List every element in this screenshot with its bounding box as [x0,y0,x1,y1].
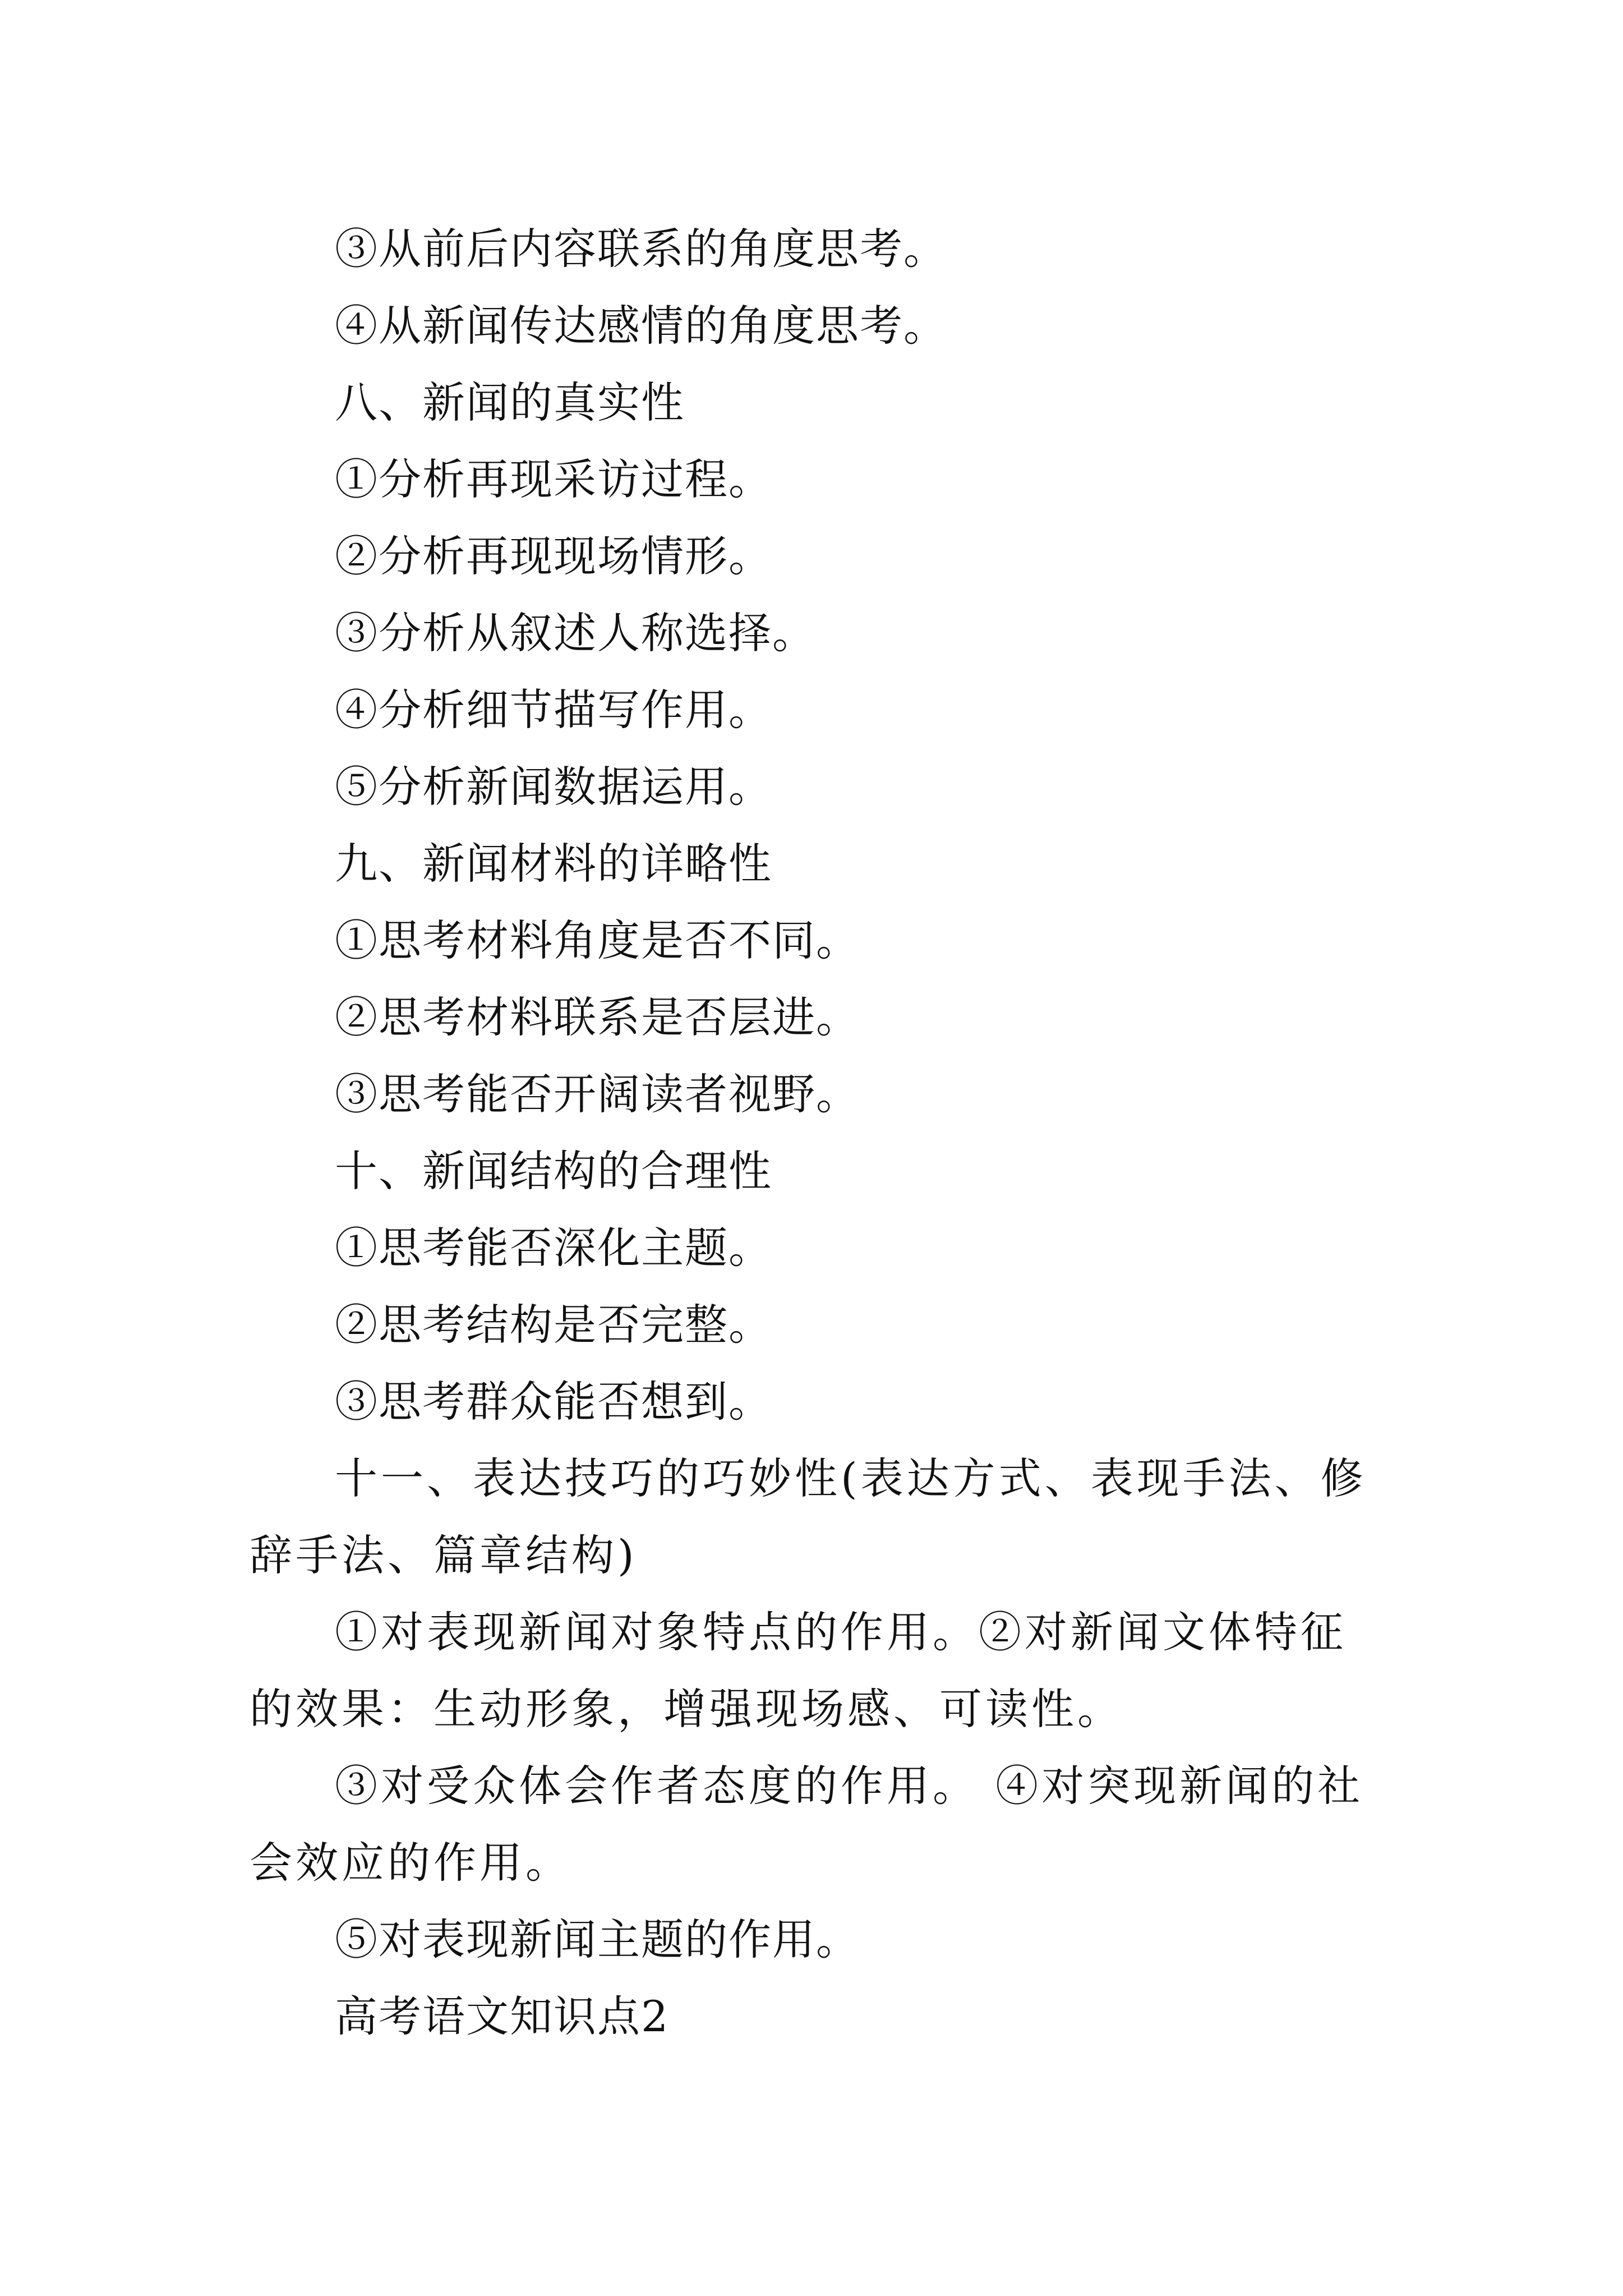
paragraph: ⑤分析新闻数据运用。 [335,762,772,812]
paragraph: ②分析再现现场情形。 [335,531,772,581]
section-heading: 九、新闻材料的详略性 [335,839,772,889]
section-heading: 八、新闻的真实性 [335,378,685,427]
paragraph: ③对受众体会作者态度的作用。 ④对突现新闻的社会效应的作用。 [250,1761,1364,1888]
section-heading: 高考语文知识点2 [335,1991,670,2041]
paragraph: ③思考群众能否想到。 [335,1377,772,1427]
paragraph: ③从前后内容联系的角度思考。 [335,224,947,274]
paragraph: ③分析从叙述人称选择。 [335,608,816,658]
paragraph: ④从新闻传达感情的角度思考。 [335,301,947,351]
section-heading: 十一、表达技巧的巧妙性(表达方式、表现手法、修辞手法、篇章结构) [250,1453,1367,1580]
paragraph: ④分析细节描写作用。 [335,685,772,735]
section-heading: 十、新闻结构的合理性 [335,1146,772,1196]
paragraph: ③思考能否开阔读者视野。 [335,1069,860,1119]
paragraph: ①思考材料角度是否不同。 [335,915,860,965]
paragraph: ②思考材料联系是否层进。 [335,992,860,1042]
paragraph: ⑤对表现新闻主题的作用。 [335,1915,860,1964]
document-body [250,210,1382,2055]
paragraph: ②思考结构是否完整。 [335,1300,772,1350]
paragraph: ①思考能否深化主题。 [335,1223,772,1273]
paragraph: ①对表现新闻对象特点的作用。②对新闻文体特征的效果：生动形象，增强现场感、可读性。 [250,1607,1347,1734]
paragraph: ①分析再现采访过程。 [335,454,772,504]
